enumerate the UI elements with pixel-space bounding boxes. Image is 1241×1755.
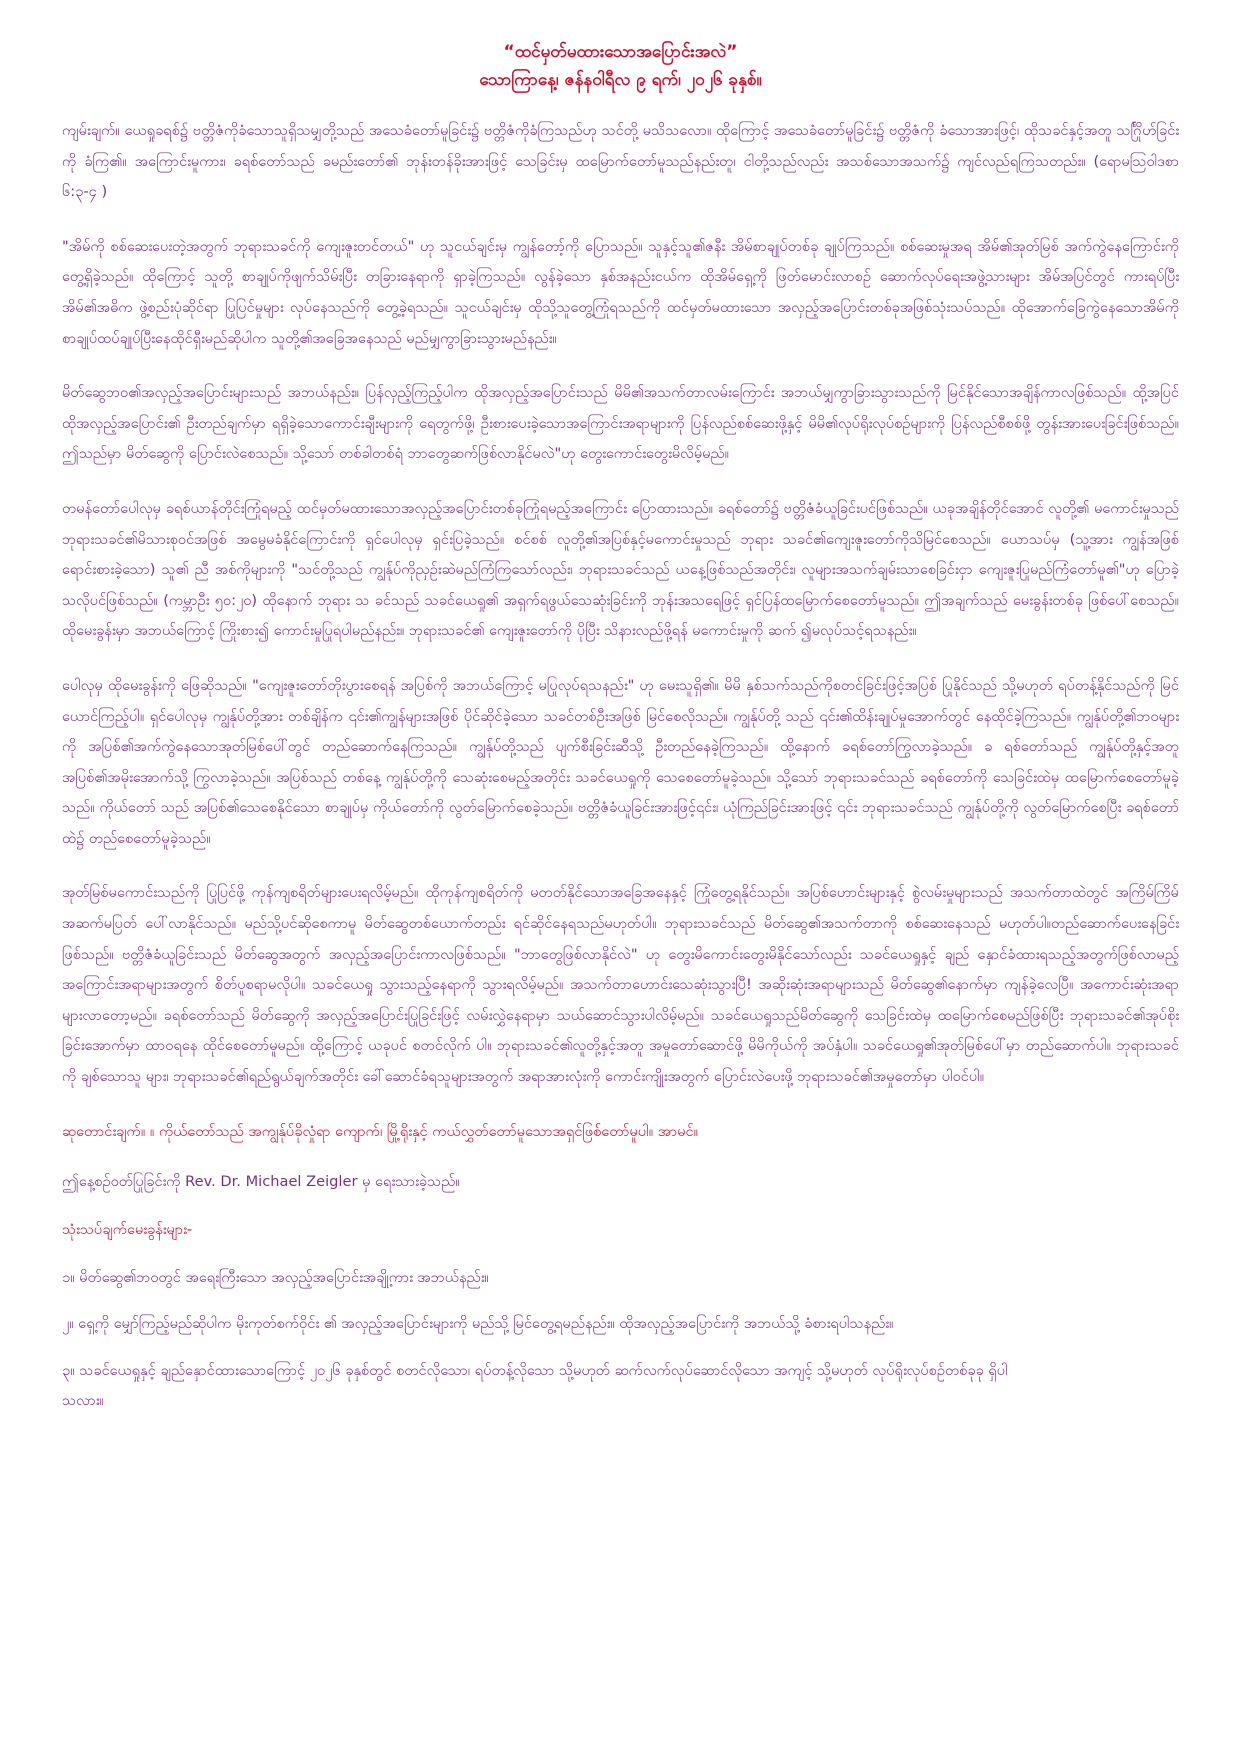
paragraph-turning-points: မိတ်ဆွေဘဝ၏အလှည့်အပြောင်းများသည် အဘယ်နည်း။ ပြန်လှည့်ကြည့်ပါက ထိုအလှည့်အပြောင်းသည် မိမိ၏အသက်တာလမ်းကြောင်း အဘယ်မျှကွာခြားသွားသည်ကို မြင်နိုင်သောအချိန်ကာလဖြစ်သည်။ ထို့အပြင် ထိုအလှည့်အပြောင်း၏ ဦးတည်ချက်မှာ ရရှိခဲ့သောကောင်းချီးများကို ရေတွက်ဖို့၊ ဦးစားပေးခဲ့သောအကြောင်းအရာများကို ပြန်လည်စစ်ဆေးဖို့နှင့် မိမိ၏လုပ်ရိုးလုပ်စဉ်များကို ပြန်လည်စီစစ်ဖို့ တွန်းအားပေးခြင်းဖြစ်သည်။ ဤသည်မှာ မိတ်ဆွေကို ပြောင်းလဲစေသည်။ သို့သော် တစ်ခါတစ်ရံ ဘာတွေဆက်ဖြစ်လာနိုင်မလဲ"ဟု တွေးကောင်းတွေးမိလိမ့်မည်။ xyxy=(62,384,1179,463)
date-line: သောကြာနေ့၊ ဇန်နဝါရီလ ၉ ရက်၊ ၂၀၂၆ ခုနှစ်။ xyxy=(479,70,762,90)
question-item: ၁။ မိတ်ဆွေ၏ဘဝတွင် အရေးကြီးသော အလှည့်အပြောင်းအချို့ကား အဘယ်နည်း။ xyxy=(62,1268,489,1286)
paragraph-foundation: အုတ်မြစ်မကောင်းသည်ကို ပြုပြင်ဖို့ ကုန်ကျစရိတ်များပေးရလိမ့်မည်။ ထိုကုန်ကျစရိတ်ကို မတတ်နိုင်သောအခြေအနေနှင့် ကြုံတွေ့ရနိုင်သည်။ အပြစ်ဟောင်းများနှင့် စွဲလမ်းမှုများသည် အသက်တာထဲတွင် အကြိမ်ကြိမ် အဆက်မပြတ် ပေါ်လာနိုင်သည်။ မည်သို့ပင်ဆိုစေကာမူ မိတ်ဆွေတစ်ယောက်တည်း ရင်ဆိုင်နေရသည်မဟုတ်ပါ။ ဘုရားသခင်သည် မိတ်ဆွေ၏အသက်တာကို စစ်ဆေးနေသည် မဟုတ်ပါ။တည်ဆောက်ပေးနေခြင်းဖြစ်သည်။ ဗတ္တိဇံခံယူခြင်းသည် မိတ်ဆွေအတွက် အလှည့်အပြောင်းကာလဖြစ်သည်။ "ဘာတွေဖြစ်လာနိုင်လဲ" ဟု တွေးမိကောင်းတွေးမိနိုင်သော်လည်း သခင်ယေရှုနှင့် ချည် နှောင်ခံထားရသည့်အတွက်ဖြစ်လာမည့်အကြောင်းအရာများအတွက် စိတ်ပူစရာမလိုပါ။ သခင်ယေရှု သွားသည့်နေရာကို သွားရလိမ့်မည်။ အသက်တာဟောင်းသေဆုံးသွားပြီ! အဆိုးဆုံးအရာများသည် မိတ်ဆွေ၏နောက်မှာ ကျန်ခဲ့လေပြီ။ အကောင်းဆုံးအရာများလာတော့မည်။ ခရစ်တော်သည် မိတ်ဆွေကို အလှည့်အပြောင်းပြုခြင်းဖြင့် လမ်းလွှဲနေရာမှာ သယ်ဆောင်သွားပါလိမ့်မည်။ သခင်ယေရှုသည်မိတ်ဆွေကို သေခြင်းထဲမှ ထမြောက်စေမည်ဖြစ်ပြီး ဘုရားသခင်၏အုပ်စိုးခြင်းအောက်မှာ ထာဝရနေ ထိုင်စေတော်မူမည်။ ထို့ကြောင့် ယခုပင် စတင်လိုက် ပါ။ ဘုရားသခင်၏လူတို့နှင့်အတူ အမှုတော်ဆောင်ဖို့ မိမိကိုယ်ကို အပ်နှံပါ။ သခင်ယေရှု၏အုတ်မြစ်ပေါ်မှာ တည်ဆောက်ပါ။ ဘုရားသခင်ကို ချစ်သောသူ များ၊ ဘုရားသခင်၏ရည်ရွယ်ချက်အတိုင်း ခေါ်ဆောင်ခံရသူများအတွက် အရာအားလုံးကို ကောင်းကျိုးအတွက် ပြောင်းလဲပေးဖို့ ဘုရားသခင်၏အမှုတော်မှာ ပါဝင်ပါ။ xyxy=(62,884,1179,1086)
devotional-page xyxy=(62,38,1179,1433)
paragraph-scripture: ကျမ်းချက်။ ယေရှုခရစ်၌ ဗတ္တိဇံကိုခံသောသူရှိသမျှတို့သည် အသေခံတော်မူခြင်း၌ ဗတ္တိဇံကိုခံကြသည်ဟု သင်တို့ မသိသလော။ ထိုကြောင့် အသေခံတော်မူခြင်း၌ ဗတ္တိဇံကို ခံသောအားဖြင့်၊ ထိုသခင်နှင့်အတူ သင်္ဂြိုဟ်ခြင်းကို ခံကြ၏။ အကြောင်းမူကား၊ ခရစ်တော်သည် ခမည်းတော်၏ ဘုန်းတန်ခိုးအားဖြင့် သေခြင်းမှ ထမြောက်တော်မူသည်နည်းတူ၊ ငါတို့သည်လည်း အသစ်သောအသက်၌ ကျင်လည်ရကြသတည်း။ (ရောမသြဝါဒစာ ၆:၃-၄ ) xyxy=(62,122,1179,201)
paragraph-baptism: တမန်တော်ပေါလုမှ ခရစ်ယာန်တိုင်းကြုံရမည့် ထင်မှတ်မထားသောအလှည့်အပြောင်းတစ်ခုကြုံရမည့်အကြောင်း ပြောထားသည်။ ခရစ်တော်၌ ဗတ္တိဇံခံယူခြင်းပင်ဖြစ်သည်။ ယခုအချိန်တိုင်အောင် လူတို့၏ မကောင်းမှုသည် ဘုရားသခင်၏မိသားစုဝင်အဖြစ် အမွေမခံနိုင်ကြောင်းကို ရှင်ပေါလုမှ ရှင်းပြခဲ့သည်။ စင်စစ် လူတို့၏အပြစ်နှင့်မကောင်းမှုသည် ဘုရား သခင်၏ကျေးဇူးတော်ကိုသိမြင်စေသည်။ ယောသပ်မှ (သူ့အား ကျွန်အဖြစ် ရောင်းစားခဲ့သော) သူ၏ ညီ အစ်ကိုများကို "သင်တို့သည် ကျွန်ုပ်ကိုညှဉ်းဆဲမည်ကြံကြသော်လည်း၊ ဘုရားသခင်သည် ယနေ့ဖြစ်သည်အတိုင်း၊ လူများအသက်ချမ်းသာစေခြင်းငှာ ကျေးဇူးပြုမည်ကြံတော်မူ၏"ဟု ပြောခဲ့သလိုပင်ဖြစ်သည်။ (ကမ္ဘာဦး ၅၀:၂၀) ထိုနောက် ဘုရား သ ခင်သည် သခင်ယေရှု၏ အရှက်ရဖွယ်သေဆုံးခြင်းကို ဘုန်းအသရေဖြင့် ရှင်ပြန်ထမြောက်စေတော်မူသည်။ ဤအချက်သည် မေးခွန်းတစ်ခု ဖြစ်ပေါ်စေသည်။ ထိုမေးခွန်းမှာ အဘယ်ကြောင့် ကြိုးစား၍ ကောင်းမှုပြုရပါမည်နည်း။ ဘုရားသခင်၏ ကျေးဇူးတော်ကို ပိုပြီး သိနားလည်ဖို့ရန် မကောင်းမှုကို ဆက် ၍မလုပ်သင့်ရသနည်း။ xyxy=(62,499,1179,640)
author-line: ဤနေ့စဉ်ဝတ်ပြုခြင်းကို Rev. Dr. Michael Zeigler မှ ရေးသားခဲ့သည်။ xyxy=(62,1172,460,1190)
paragraph-house-inspection: "အိမ်ကို စစ်ဆေးပေးတဲ့အတွက် ဘုရားသခင်ကို ကျေးဇူးတင်တယ်" ဟု သူငယ်ချင်းမှ ကျွန်တော့်ကို ပြောသည်။ သူနှင့်သူ၏ဇနီး အိမ်စာချုပ်တစ်ခု ချုပ်ကြသည်။ စစ်ဆေးမှုအရ အိမ်၏အုတ်မြစ် အက်ကွဲနေကြောင်းကို တွေ့ရှိခဲ့သည်။ ထိုကြောင့် သူတို့ စာချုပ်ကိုဖျက်သိမ်းပြီး တခြားနေရာကို ရှာခဲ့ကြသည်။ လွန်ခဲ့သော နှစ်အနည်းငယ်က ထိုအိမ်ရှေ့ကို ဖြတ်မောင်းလာစဉ် ဆောက်လုပ်ရေးအဖွဲ့သားများ အိမ်အပြင်တွင် ကားရပ်ပြီး အိမ်၏အဓိက ဖွဲ့စည်းပုံဆိုင်ရာ ပြုပြင်မှုများ လုပ်နေသည်ကို တွေ့ခဲ့ရသည်။ သူငယ်ချင်းမှ ထိုသို့သူတွေ့ကြုံရသည်ကို ထင်မှတ်မထားသော အလှည့်အပြောင်းတစ်ခုအဖြစ်သုံးသပ်သည်။ ထိုအောက်ခြေကွဲနေသောအိမ်ကို စာချုပ်ထပ်ချုပ်ပြီးနေထိုင်ရှီးမည်ဆိုပါက သူတို့၏အခြေအနေသည် မည်မျှကွာခြားသွားမည်နည်း။ xyxy=(62,237,1179,347)
page-title: “ထင်မှတ်မထားသောအပြောင်းအလဲ” xyxy=(503,42,738,62)
prayer: ဆုတောင်းချက်။ ။ ကိုယ်တော်သည် အကျွန်ုပ်ခိုလှုံရာ ကျောက်၊ မြို့ရိုးနှင့် ကယ်လွှတ်တော်မူသောအရှင်ဖြစ်တော်မူပါ။ အာမင်။ xyxy=(62,1122,699,1140)
question-item: ၃။ သခင်ယေရှုနှင့် ချည်နှောင်ထားသောကြောင့် ၂၀၂၆ ခုနှစ်တွင် စတင်လိုသော၊ ရပ်တန့်လိုသော သို့မဟုတ် ဆက်လက်လုပ်ဆောင်လိုသော အကျင့် သို့မဟုတ် လုပ်ရိုးလုပ်စဉ်တစ်ခုခု ရှိပါသလား။ xyxy=(62,1361,1008,1410)
paragraph-paul-answer: ပေါလုမှ ထိုမေးခွန်းကို ဖြေဆိုသည်။ "ကျေးဇူးတော်တိုးပွားစေရန် အပြစ်ကို အဘယ်ကြောင့် မပြုလုပ်ရသနည်း" ဟု မေးသူရှိ၏။ မိမိ နှစ်သက်သည်ကိုစတင်ခြင်းဖြင့်အပြစ် ပြုနိုင်သည် သို့မဟုတ် ရပ်တန့်နိုင်သည်ကို မြင်ယောင်ကြည့်ပါ။ ရှင်ပေါလုမှ ကျွန်ုပ်တို့အား တစ်ချိန်က ၎င်း၏ကျွန်များအဖြစ် ပိုင်ဆိုင်ခဲ့သော သခင်တစ်ဦးအဖြစ် မြင်စေလိုသည်။ ကျွန်ုပ်တို့ သည် ၎င်း၏ထိန်းချုပ်မှုအောက်တွင် နေထိုင်ခဲ့ကြသည်။ ကျွန်ုပ်တို့၏ဘဝများကို အပြစ်၏အက်ကွဲနေသောအုတ်မြစ်ပေါ်တွင် တည်ဆောက်နေကြသည်။ ကျွန်ုပ်တို့သည် ပျက်စီးခြင်းဆီသို့ ဦးတည်နေခဲ့ကြသည်။ ထို့နောက် ခရစ်တော်ကြွလာခဲ့သည်။ ခ ရစ်တော်သည် ကျွန်ုပ်တို့နှင့်အတူ အပြစ်၏အမိုးအောက်သို့ ကြွလာခဲ့သည်။ အပြစ်သည် တစ်နေ့ ကျွန်ုပ်တို့ကို သေဆုံးစေမည့်အတိုင်း သခင်ယေရှုကို သေစေတော်မူခဲ့သည်။ သို့သော် ဘုရားသခင်သည် ခရစ်တော်ကို သေခြင်းထဲမှ ထမြောက်စေတော်မူခဲ့သည်။ ကိုယ်တော် သည် အပြစ်၏သေစေနိုင်သော စာချုပ်မှ ကိုယ်တော်ကို လွတ်မြောက်စေခဲ့သည်။ ဗတ္တိဇံခံယူခြင်းအားဖြင့်၎င်း၊ ယုံကြည်ခြင်းအားဖြင့် ၎င်း ဘုရားသခင်သည် ကျွန်ုပ်တို့ကို လွတ်မြောက်စေပြီး ခရစ်တော်ထဲ၌ တည်စေတော်မူခဲ့သည်။ xyxy=(62,676,1179,847)
questions-heading: သုံးသပ်ချက်မေးခွန်းများ- xyxy=(62,1220,193,1238)
question-item: ၂။ ရှေ့ကို မျှော်ကြည့်မည်ဆိုပါက မိုးကုတ်စက်ဝိုင်း ၏ အလှည့်အပြောင်းများကို မည်သို့ မြင်တွေ့ရမည်နည်း။ ထိုအလှည့်အပြောင်းကို အဘယ်သို့ ခံစားရပါသနည်း။ xyxy=(62,1315,894,1333)
